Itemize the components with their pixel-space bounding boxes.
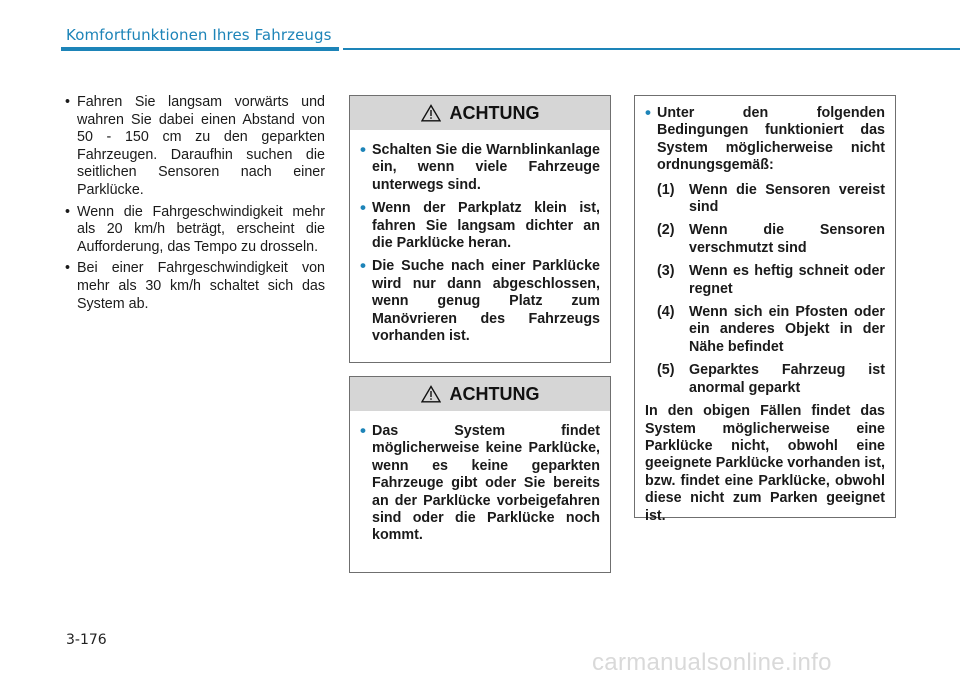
warning-heading: ACHTUNG xyxy=(449,102,540,123)
header-rule-thick xyxy=(61,47,339,51)
warning-box-body xyxy=(350,411,610,545)
conditions-box xyxy=(634,95,896,524)
warning-box-body xyxy=(350,130,610,345)
condition-item: (4) Wenn sich ein Pfosten oder ein anderes Objekt in der Nähe befindet xyxy=(657,304,885,355)
warning-box-header xyxy=(350,96,610,130)
conditions-intro: • Unter den folgenden Bedingungen funktioniert das System möglicherweise nicht ordnungsgemäß: xyxy=(645,103,885,174)
conditions-outro: In den obigen Fällen findet das System möglicherweise eine Parklücke nicht, obwohl eine geeignete Parklücke vorhanden ist, bzw. findet eine Parklücke, obwohl diese nicht zum Parken geeignet ist. xyxy=(645,403,885,524)
warning-box-2 xyxy=(349,376,611,573)
left-column-text xyxy=(62,94,325,317)
warning-box-1 xyxy=(349,95,611,363)
warning-item: • Wenn der Parkplatz klein ist, fahren Sie langsam dichter an die Parklücke heran. xyxy=(360,198,600,252)
warning-item: • Schalten Sie die Warnblinkanlage ein, wenn viele Fahrzeuge unterwegs sind. xyxy=(360,140,600,193)
warning-heading: ACHTUNG xyxy=(449,383,540,404)
condition-item: (1) Wenn die Sensoren vereist sind xyxy=(657,181,885,216)
bullet-item: • Bei einer Fahrgeschwindigkeit von mehr als 30 km/h schaltet sich das System ab. xyxy=(62,260,325,313)
condition-item: (2) Wenn die Sensoren verschmutzt sind xyxy=(657,222,885,256)
page-number: 3-176 xyxy=(66,632,107,648)
bullet-item: • Fahren Sie langsam vorwärts und wahren Sie dabei einen Abstand von 50 - 150 cm zu den geparkten Fahrzeugen. Daraufhin suchen die seitlichen Sensoren nach einer Parklücke. xyxy=(62,94,325,200)
warning-item: • Die Suche nach einer Parklücke wird nur dann abgeschlossen, wenn genug Platz zum Manövrieren des Fahrzeugs vorhanden ist. xyxy=(360,256,600,345)
watermark: carmanualsonline.info xyxy=(592,649,832,676)
warning-item: • Das System findet möglicherweise keine Parklücke, wenn es keine geparkten Fahrzeuge gibt oder Sie bereits an der Parklücke vorbeigefahren sind oder die Parklücke noch kommt. xyxy=(360,421,600,544)
warning-box-header xyxy=(350,377,610,411)
header-rule-thin xyxy=(343,48,960,50)
condition-item: (3) Wenn es heftig schneit oder regnet xyxy=(657,263,885,297)
warning-triangle-icon xyxy=(421,104,441,122)
condition-item: (5) Geparktes Fahrzeug ist anormal geparkt xyxy=(657,362,885,396)
section-header-title: Komfortfunktionen Ihres Fahrzeugs xyxy=(66,26,332,44)
bullet-item: • Wenn die Fahrgeschwindigkeit mehr als 20 km/h beträgt, erscheint die Aufforderung, das Tempo zu drosseln. xyxy=(62,204,325,257)
warning-triangle-icon xyxy=(421,385,441,403)
